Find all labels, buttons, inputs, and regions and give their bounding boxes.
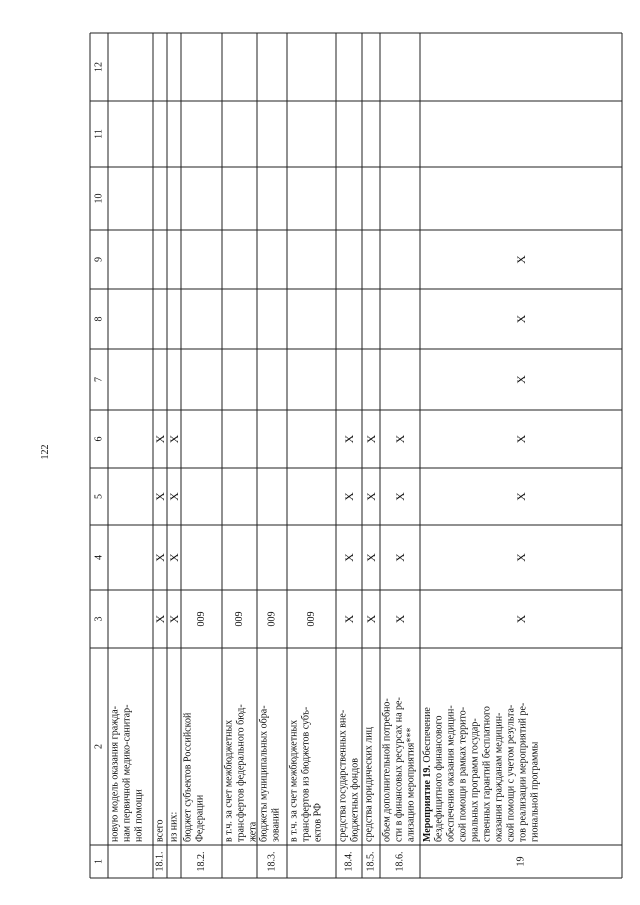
- row-code: 009: [196, 611, 207, 627]
- row-name-line: новую модель оказания гражда-: [109, 706, 121, 842]
- column-number-4: 4: [93, 555, 105, 560]
- row-number: 18.3.: [266, 851, 278, 872]
- column-number-2: 2: [93, 744, 105, 749]
- row-name-line: тов реализации мероприятий ре-: [517, 702, 529, 842]
- row-code: X: [153, 614, 167, 624]
- row-name-line: в т.ч. за счет межбюджетных: [223, 719, 235, 842]
- row-name-line: жета: [247, 821, 259, 842]
- x-mark: X: [342, 434, 356, 444]
- x-mark: X: [364, 553, 378, 562]
- row-name-line: гиональной программы: [529, 741, 541, 842]
- column-number-3: 3: [93, 616, 105, 622]
- row-name-line: риальных программ государ-: [469, 718, 481, 842]
- table-grid: [90, 33, 622, 878]
- column-number-7: 7: [93, 377, 105, 382]
- row-name-line: бюджет субъектов Российской: [182, 712, 194, 842]
- row-name-line: средства юридических лиц: [363, 727, 375, 842]
- x-mark: X: [153, 553, 167, 562]
- row-name-line: Федерации: [194, 794, 206, 842]
- x-mark: X: [393, 553, 407, 562]
- row-name-line: ектов РФ: [312, 803, 324, 842]
- column-number-12: 12: [93, 62, 105, 72]
- row-number: 18.6.: [394, 851, 406, 872]
- row-name-line: нам первичной медико-санитар-: [121, 704, 133, 842]
- row-code: X: [393, 614, 407, 624]
- row-name-line: бездефицитного финансового: [433, 715, 445, 842]
- table-text: [94, 62, 541, 872]
- x-mark: X: [514, 492, 528, 501]
- row-name-line: в т.ч. за счет межбюджетных: [288, 719, 300, 842]
- x-mark: X: [153, 434, 167, 444]
- row-code: X: [364, 614, 378, 624]
- row-code: X: [514, 614, 528, 624]
- row-code: X: [342, 614, 356, 624]
- page-number: 122: [40, 444, 51, 460]
- x-mark: X: [167, 492, 181, 501]
- x-mark: X: [514, 434, 528, 444]
- column-number-6: 6: [93, 436, 105, 442]
- row-name-line: средства государственных вне-: [337, 709, 349, 842]
- row-number: 18.2.: [196, 851, 207, 872]
- row-number: 19: [515, 856, 527, 867]
- column-number-1: 1: [93, 859, 105, 864]
- row-name-line: ной помощи: [133, 789, 145, 842]
- x-mark: X: [342, 553, 356, 562]
- row-code: X: [167, 614, 181, 624]
- row-code: 009: [234, 611, 245, 627]
- x-mark: X: [393, 434, 407, 444]
- row-name-line: ственных гарантий бесплатного: [481, 706, 493, 842]
- row-code: 009: [266, 611, 278, 627]
- x-mark: X: [167, 434, 181, 444]
- column-number-8: 8: [93, 316, 105, 322]
- row-name-line: трансфертов федерального бюд-: [235, 704, 247, 842]
- x-mark: X: [514, 553, 528, 562]
- row-name-line: ской помощи с учетом результа-: [505, 704, 517, 842]
- row-name-line: трансфертов из бюджетов субъ-: [300, 706, 312, 842]
- x-mark: X: [167, 553, 181, 562]
- x-mark: X: [393, 492, 407, 501]
- row-name-line: Мероприятие 19. Обеспечение: [421, 707, 433, 842]
- row-number: 18.4.: [343, 851, 355, 872]
- x-mark: X: [514, 314, 528, 324]
- row-number: 18.1.: [154, 851, 166, 872]
- x-mark: X: [342, 492, 356, 501]
- x-mark: X: [364, 492, 378, 501]
- row-name-line: ализацию мероприятия***: [405, 727, 417, 842]
- row-number: 18.5.: [365, 851, 377, 872]
- row-name-line: обеспечения оказания медицин-: [445, 705, 457, 842]
- row-name-line: из них:: [168, 811, 180, 842]
- row-name-line: бюджетных фондов: [349, 758, 361, 842]
- row-code: 009: [306, 611, 317, 627]
- row-name-line: ской помощи в рамках террито-: [457, 706, 469, 842]
- x-mark: X: [514, 255, 528, 264]
- row-name-line: оказания гражданам медицин-: [493, 712, 505, 842]
- column-number-5: 5: [93, 494, 105, 499]
- row-name-line: бюджеты муниципальных обра-: [258, 705, 270, 842]
- column-number-11: 11: [93, 129, 105, 139]
- row-name-line: объем дополнительной потребно-: [381, 698, 393, 842]
- row-name-line: всего: [154, 819, 166, 842]
- column-number-10: 10: [93, 193, 105, 204]
- column-number-9: 9: [93, 257, 105, 262]
- x-mark: X: [514, 375, 528, 384]
- row-name-line: зований: [270, 808, 282, 842]
- row-name-line: сти в финансовых ресурсах на ре-: [393, 697, 405, 842]
- x-mark: X: [153, 492, 167, 501]
- x-mark: X: [364, 434, 378, 444]
